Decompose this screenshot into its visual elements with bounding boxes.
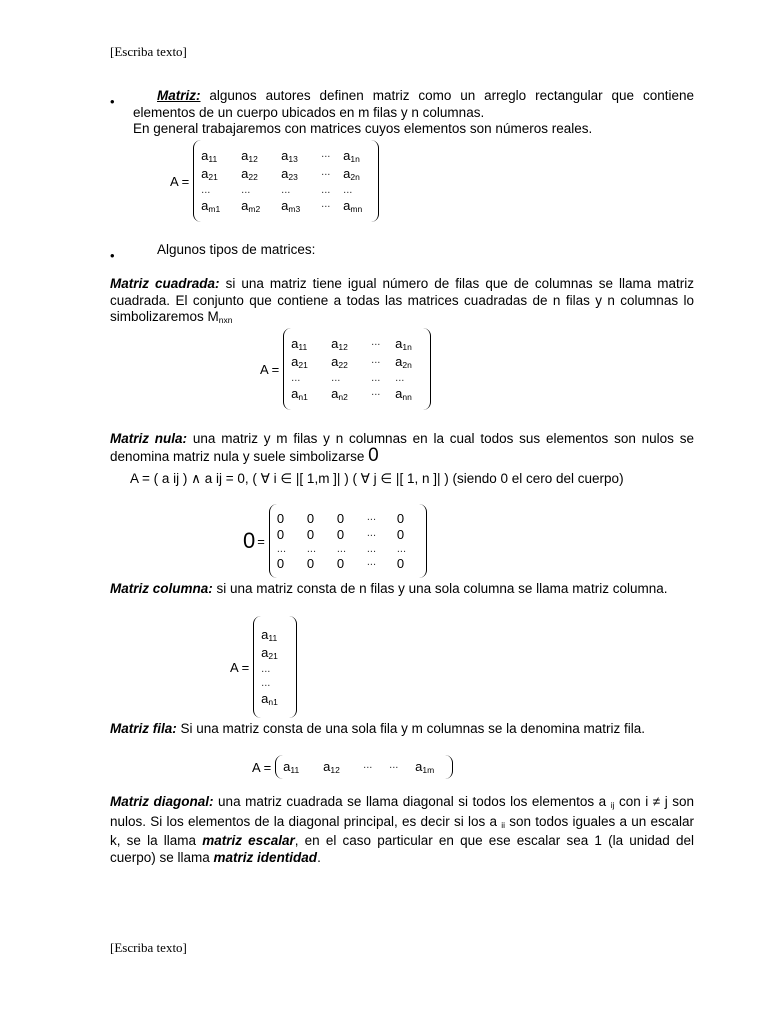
nula-formal-definition: A = ( a ij ) ∧ a ij = 0, ( ∀ i ∈ |[ 1,m ]| ) ( ∀ j ∈ |[ 1, n ]| ) (siendo 0 el cero del cuerpo)	[130, 471, 624, 486]
matrix-fila-grid	[283, 759, 445, 775]
matrix-entry: ...	[363, 759, 373, 771]
diagonal-text-4: , en el caso particular en que ese escalar sea 1 (la unidad del cuerpo) se llama	[110, 833, 694, 865]
fila-text: Si una matriz consta de una sola fila y m columnas se la denomina matriz fila.	[176, 721, 645, 736]
left-paren	[283, 328, 291, 410]
matrix-entry: ...	[371, 386, 381, 398]
matrix-entry: ...	[395, 372, 405, 384]
matrix-entry: ...	[366, 543, 377, 555]
matrix-entry: $a_{m2}$	[241, 198, 261, 214]
matrix-entry: ...	[343, 184, 353, 196]
matrix-entry: $a_{11}$	[261, 627, 278, 643]
matrix-columna-grid	[261, 627, 289, 707]
matrix-entry: $a_{11}$	[283, 759, 300, 775]
matrix-entry: ...	[371, 372, 381, 384]
matrix-entry: $a_{12}$	[331, 336, 348, 352]
matrix-entry: $a_{n1}$	[291, 386, 308, 402]
matrix-columna-label: A =	[230, 659, 250, 675]
fila-definition	[110, 721, 694, 738]
right-paren	[419, 504, 427, 578]
cuadrada-definition	[110, 276, 694, 329]
matrix-entry: $a_{1m}$	[415, 759, 435, 775]
diagonal-definition	[110, 794, 694, 866]
types-intro: Algunos tipos de matrices:	[157, 242, 316, 257]
page-header: [Escriba texto]	[110, 44, 187, 59]
columna-definition	[110, 581, 694, 598]
left-paren	[275, 755, 283, 779]
matriz-label: Matriz:	[157, 88, 201, 103]
matrix-a-grid	[201, 148, 371, 214]
matrix-entry: 0	[396, 556, 405, 571]
matrix-entry: $a_{13}$	[281, 148, 298, 164]
matrix-entry: $a_{12}$	[323, 759, 340, 775]
matrix-nula-label: 0	[243, 528, 256, 553]
matrix-entry: 0	[396, 527, 405, 542]
matrix-entry: 0	[336, 527, 345, 542]
matrix-fila-label: A =	[252, 759, 272, 775]
matrix-entry: ...	[306, 543, 317, 555]
matrix-entry: ...	[321, 166, 331, 178]
nula-label: Matriz nula:	[110, 431, 188, 446]
matrix-entry: $a_{21}$	[291, 354, 308, 370]
matriz-identidad-term: matriz identidad	[213, 849, 318, 865]
matrix-a	[170, 140, 379, 222]
matrix-entry: $a_{m3}$	[281, 198, 301, 214]
matrix-entry: $a_{1n}$	[343, 148, 360, 164]
left-paren	[253, 616, 261, 718]
matrix-entry: $a_{nn}$	[395, 386, 412, 402]
fila-label: Matriz fila:	[110, 721, 177, 736]
matrix-entry: $a_{22}$	[241, 166, 258, 182]
matrix-entry: 0	[396, 511, 405, 526]
matrix-cuadrada-grid	[291, 336, 423, 402]
matrix-entry: ...	[321, 184, 331, 196]
matrix-cuadrada-label: A =	[260, 361, 280, 377]
matrix-entry: 0	[306, 527, 315, 542]
diagonal-label: Matriz diagonal:	[110, 794, 214, 809]
matrix-entry: $a_{n2}$	[331, 386, 348, 402]
matrix-entry: $a_{11}$	[291, 336, 308, 352]
matrix-nula	[243, 504, 427, 578]
diagonal-text-2: con i ≠ j son nulos. Si los elementos de la diagonal principal, es decir si los a	[110, 794, 694, 829]
matrix-entry: $a_{12}$	[241, 148, 258, 164]
matrix-entry: 0	[306, 556, 315, 571]
matrix-entry: ...	[396, 543, 407, 555]
matrix-entry: ...	[321, 198, 331, 210]
matrix-entry: ...	[366, 556, 377, 568]
columna-label: Matriz columna:	[110, 581, 213, 596]
matrix-entry: $a_{22}$	[331, 354, 348, 370]
nula-text: una matriz y m filas y n columnas en la cual todos sus elementos son nulos se denomina matriz nula y suele simbolizarse	[110, 431, 694, 464]
matrix-entry: $a_{21}$	[201, 166, 218, 182]
left-paren	[193, 140, 201, 222]
right-paren	[445, 755, 453, 779]
left-paren	[269, 504, 277, 578]
matrix-columna	[230, 616, 297, 718]
matrix-entry: $a_{1n}$	[395, 336, 412, 352]
matrix-entry: ...	[371, 354, 381, 366]
matrix-entry: ...	[389, 759, 399, 771]
matrix-entry: $a_{n1}$	[261, 691, 278, 707]
diagonal-text-5: .	[317, 849, 321, 865]
matrix-entry: $a_{2n}$	[395, 354, 412, 370]
matrix-nula-grid	[277, 511, 419, 571]
matrix-entry: ...	[366, 527, 377, 539]
cuadrada-label: Matriz cuadrada:	[110, 276, 220, 291]
matrix-entry: $a_{mn}$	[343, 198, 363, 214]
page-footer: [Escriba texto]	[110, 940, 187, 955]
matrix-entry: 0	[276, 527, 285, 542]
cuadrada-text: si una matriz tiene igual número de filas que de columnas se llama matriz cuadrada. El conjunto que contiene a todas las matrices cuadradas de n filas y n columnas lo simbolizaremos M	[110, 276, 694, 324]
matrix-entry: $a_{m1}$	[201, 198, 221, 214]
matrix-entry: ...	[291, 372, 301, 384]
matrix-entry: $a_{23}$	[281, 166, 298, 182]
matrix-entry: $a_{2n}$	[343, 166, 360, 182]
matrix-entry: $a_{11}$	[201, 148, 218, 164]
matrix-a-label: A =	[170, 173, 190, 189]
diagonal-sub-ij: ij	[610, 800, 615, 810]
matrix-cuadrada	[260, 328, 431, 410]
matrix-entry: ...	[331, 372, 341, 384]
matriz-definition	[133, 88, 694, 121]
matrix-nula-eq: =	[257, 533, 265, 549]
matrix-entry: ...	[371, 336, 381, 348]
matrix-entry: $a_{21}$	[261, 645, 278, 661]
cuadrada-sub: nxn	[218, 315, 233, 325]
columna-text: si una matriz consta de n filas y una sola columna se llama matriz columna.	[212, 581, 668, 596]
matrix-entry: 0	[306, 511, 315, 526]
nula-symbol: 0	[368, 444, 379, 466]
matrix-entry: ...	[261, 663, 271, 675]
right-paren	[423, 328, 431, 410]
nula-definition	[110, 431, 694, 465]
diagonal-sub-ii: ii	[501, 819, 505, 830]
matrix-entry: 0	[276, 511, 285, 526]
right-paren	[371, 140, 379, 222]
matrix-entry: 0	[276, 556, 285, 571]
bullet: •	[110, 94, 115, 109]
matrix-entry: ...	[281, 184, 291, 196]
matriz-general-text: En general trabajaremos con matrices cuyos elementos son números reales.	[133, 121, 593, 136]
matrix-entry: ...	[241, 184, 251, 196]
matrix-entry: ...	[201, 184, 211, 196]
matrix-entry: ...	[321, 148, 331, 160]
matrix-entry: ...	[366, 511, 377, 523]
matrix-entry: ...	[276, 543, 287, 555]
bullet: •	[110, 248, 115, 263]
matrix-entry: ...	[336, 543, 347, 555]
matrix-entry: 0	[336, 556, 345, 571]
matrix-entry: ...	[261, 677, 271, 689]
diagonal-text-1: una matriz cuadrada se llama diagonal si todos los elementos a	[213, 794, 611, 809]
diagonal-text-3: son todos iguales a un escalar k, se la llama	[110, 813, 695, 848]
matriz-text: algunos autores definen matriz como un arreglo rectangular que contiene elementos de un cuerpo ubicados en m filas y n columnas.	[133, 88, 694, 120]
matrix-entry: 0	[336, 511, 345, 526]
right-paren	[289, 616, 297, 718]
matrix-fila	[252, 755, 453, 779]
matriz-escalar-term: matriz escalar	[202, 833, 295, 848]
